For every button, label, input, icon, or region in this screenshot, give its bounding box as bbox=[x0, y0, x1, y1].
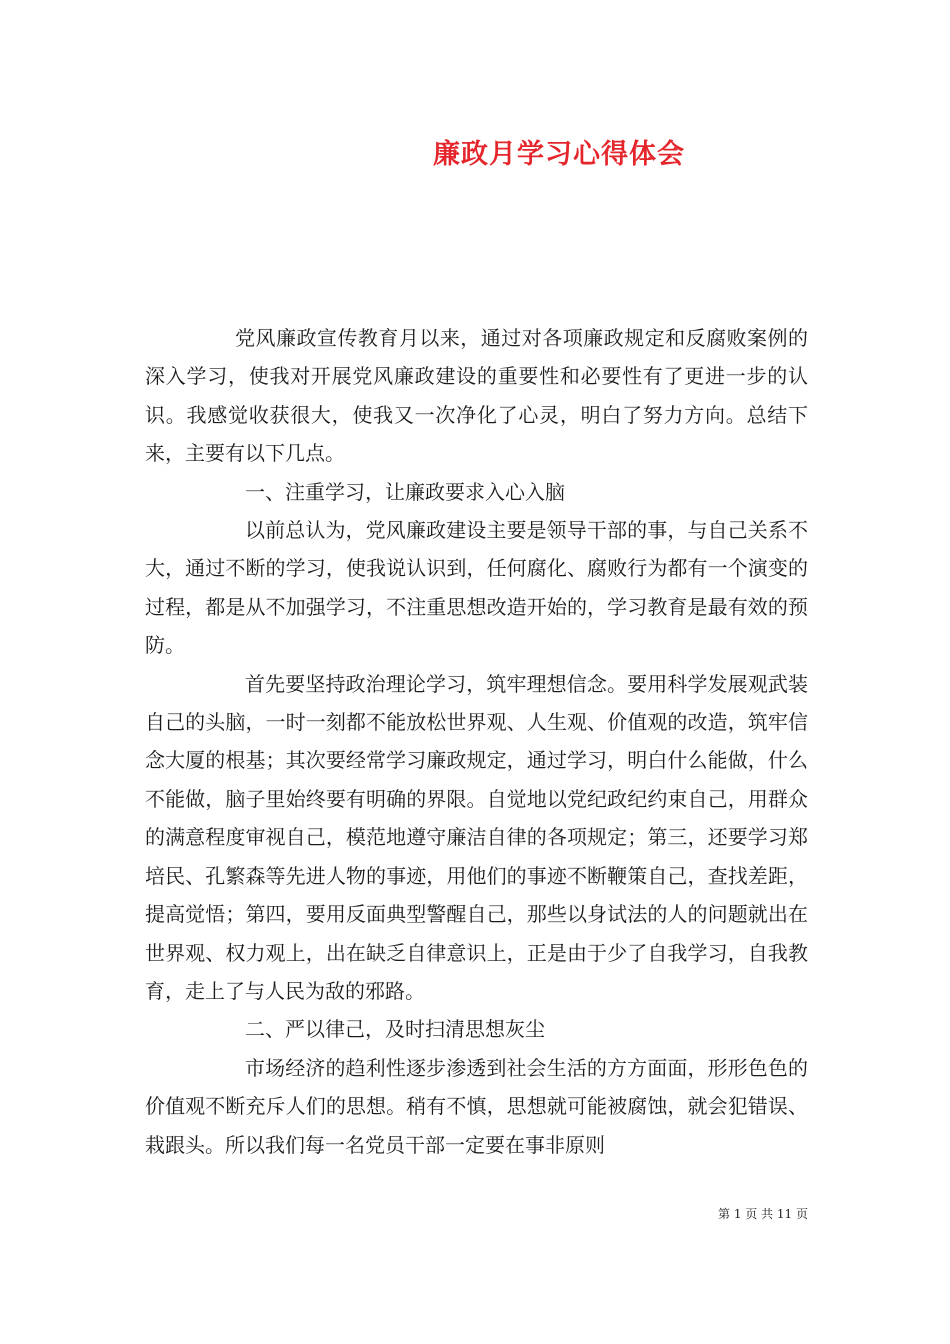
paragraph-section-2a: 市场经济的趋利性逐步渗透到社会生活的方方面面，形形色色的价值观不断充斥人们的思想。稍有不慎，思想就可能被腐蚀，就会犯错误、栽跟头。所以我们每一名党员干部一定要在事非原则 bbox=[145, 1055, 808, 1157]
section-heading-1: 一、注重学习，让廉政要求入心入脑 bbox=[245, 479, 565, 504]
document-body bbox=[145, 319, 808, 1164]
paragraph-intro: 党风廉政宣传教育月以来，通过对各项廉政规定和反腐败案例的深入学习，使我对开展党风廉政建设的重要性和必要性有了更进一步的认识。我感觉收获很大，使我又一次净化了心灵，明白了努力方向。总结下来，主要有以下几点。 bbox=[145, 326, 808, 466]
paragraph-section-1a: 以前总认为，党风廉政建设主要是领导干部的事，与自己关系不大，通过不断的学习，使我说认识到，任何腐化、腐败行为都有一个演变的过程，都是从不加强学习，不注重思想改造开始的，学习教育是最有效的预防。 bbox=[145, 518, 808, 658]
page-title: 廉政月学习心得体会 bbox=[433, 139, 685, 170]
section-heading-2: 二、严以律己，及时扫清思想灰尘 bbox=[245, 1017, 545, 1042]
paragraph-section-1b: 首先要坚持政治理论学习，筑牢理想信念。要用科学发展观武装自己的头脑，一时一刻都不能放松世界观、人生观、价值观的改造，筑牢信念大厦的根基；其次要经常学习廉政规定，通过学习，明白什么能做，什么不能做，脑子里始终要有明确的界限。自觉地以党纪政纪约束自己，用群众的满意程度审视自己，模范地遵守廉洁自律的各项规定；第三，还要学习郑培民、孔繁森等先进人物的事迹，用他们的事迹不断鞭策自己，查找差距，提高觉悟；第四，要用反面典型警醒自己，那些以身试法的人的问题就出在世界观、权力观上，出在缺乏自律意识上，正是由于少了自我学习，自我教育，走上了与人民为敌的邪路。 bbox=[145, 671, 808, 1003]
page-number-footer: 第 1 页 共 11 页 bbox=[718, 1207, 808, 1221]
